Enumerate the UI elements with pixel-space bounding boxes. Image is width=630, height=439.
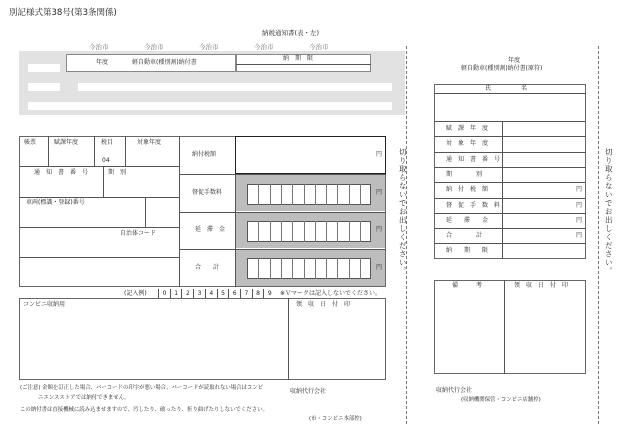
digit-separator [252, 289, 253, 298]
digit-separator [228, 289, 229, 298]
notice-no-label: 通 知 書 番 号 [34, 169, 89, 176]
stub-row-label: 賦 課 年 度 [446, 125, 489, 132]
digit-separator [315, 258, 316, 279]
vehicle-no-label: 車両(標識・登録)番号 [26, 199, 85, 206]
store-label: コンビニ収納用 [23, 301, 66, 308]
stub-row-label: 督 促 手 数 料 [446, 201, 501, 209]
stub-row-label: 納 付 税 額 [446, 186, 489, 194]
stub-agent-label: 収納代行会社 [436, 387, 473, 394]
digit-separator [304, 221, 305, 242]
bank-store-label: (市・コンビニ本部控) [309, 416, 362, 422]
penalty-fee-label: 督促手数料 [192, 189, 223, 196]
example-digit: 4 [209, 290, 214, 297]
late-fee-digits[interactable] [247, 221, 371, 242]
example-digit: 2 [185, 290, 190, 297]
municipality-stamp: 今治市 [144, 43, 164, 51]
side-text-left: 切り取らないでお出しください。 [398, 148, 408, 276]
example-digit: 3 [197, 290, 202, 297]
example-digit: 5 [221, 290, 225, 297]
stub-store-label: (収納機関保管・コンビニ店舗控) [461, 397, 541, 403]
digit-separator [315, 184, 316, 205]
account-label: 帳票 [24, 139, 37, 146]
yen-unit: 円 [376, 264, 383, 271]
municipality-stamp: 今治市 [89, 43, 109, 51]
digit-separator [360, 258, 361, 279]
digit-separator [360, 221, 361, 242]
tax-year-label: 賦課年度 [54, 139, 79, 146]
note-1: (ご注意) 金額を訂正した場合、バーコードの印字が悪い場合、バーコードが読取れない場合はコンビ [20, 385, 264, 391]
digit-separator [281, 184, 282, 205]
digit-separator [158, 289, 159, 298]
digit-separator [205, 289, 206, 298]
digit-separator [258, 184, 259, 205]
receipt-stamp-label: 領 収 日 付 印 [296, 301, 351, 308]
digit-separator [217, 289, 218, 298]
stub-row-label: 納 期 限 [446, 247, 489, 255]
deadline-label: 納 期 限 [283, 55, 314, 62]
yen-unit: 円 [376, 151, 383, 158]
note-2: ニエンスストアでは納付できません。 [38, 395, 130, 401]
digit-separator [349, 221, 350, 242]
store-section [19, 298, 386, 380]
digit-separator [170, 289, 171, 298]
digit-separator [315, 221, 316, 242]
stub-receipt-label: 領 収 日 付 印 [514, 282, 569, 289]
example-digit: 9 [267, 290, 272, 297]
example-digit: 8 [256, 290, 260, 297]
yen-unit: 円 [376, 226, 383, 233]
digit-separator [326, 258, 327, 279]
stub-name-label: 氏 名 [485, 85, 528, 92]
digit-separator [349, 184, 350, 205]
period-label: 期 別 [108, 169, 127, 176]
yen-unit: 円 [376, 189, 383, 196]
side-text-right: 切り取らないでお出しください。 [604, 148, 614, 276]
right-year-label: 年度 [508, 57, 521, 64]
form-title: 軽自動車(種別割)納付書 [132, 59, 197, 66]
digit-separator [292, 184, 293, 205]
digit-separator [258, 221, 259, 242]
year-label: 年度 [96, 59, 109, 66]
digit-separator [326, 221, 327, 242]
digit-separator [337, 221, 338, 242]
local-code-label: 自治体コード [120, 230, 157, 237]
digit-separator [292, 258, 293, 279]
form-number: 別記様式第38号(第3条関係) [9, 8, 117, 18]
amount-label: 納付税額 [192, 151, 217, 158]
penalty-fee-digits[interactable] [247, 184, 371, 205]
digit-separator [270, 221, 271, 242]
municipality-stamp: 今治市 [309, 43, 329, 51]
yen-unit: 円 [576, 201, 583, 209]
yen-unit: 円 [576, 186, 583, 194]
stub-row-label: 期 別 [446, 170, 483, 178]
stub-receipt-section [434, 280, 586, 374]
municipality-stamp: 今治市 [199, 43, 219, 51]
digit-separator [258, 258, 259, 279]
example-digit: 6 [232, 290, 237, 297]
yen-unit: 円 [576, 216, 583, 224]
example-label: (記入例) [124, 290, 147, 297]
digit-separator [270, 258, 271, 279]
digit-separator [292, 221, 293, 242]
digit-separator [337, 184, 338, 205]
tax-item-label: 税目 [101, 139, 114, 146]
stub-row-label: 合 計 [446, 232, 483, 240]
example-digit: 1 [174, 290, 179, 297]
example-note: ※Ｖマークは記入しないでください。 [280, 290, 382, 297]
total-digits[interactable] [247, 258, 371, 279]
digit-separator [349, 258, 350, 279]
yen-unit: 円 [576, 232, 583, 240]
tax-item-code: 04 [102, 157, 110, 164]
digit-separator [304, 184, 305, 205]
notice-title: 納税通知書(表・左) [262, 29, 320, 37]
digit-separator [281, 258, 282, 279]
cut-line-right [598, 46, 599, 424]
stub-row-label: 対 象 年 度 [446, 140, 489, 148]
note-3: この納付書は直接機械に読み込ませますので、汚したり、破ったり、折り曲げたりしないでください。 [20, 407, 268, 413]
digit-separator [263, 289, 264, 298]
target-year-label: 対象年度 [137, 139, 162, 146]
total-label: 合 計 [195, 264, 220, 271]
digit-separator [304, 258, 305, 279]
stub-row-label: 延 滞 金 [446, 216, 489, 224]
stub-row-label: 通 知 書 番 号 [446, 155, 501, 163]
digit-separator [270, 184, 271, 205]
digit-separator [326, 184, 327, 205]
digit-separator [337, 258, 338, 279]
digit-separator [181, 289, 182, 298]
amount-input[interactable] [235, 136, 386, 174]
example-digit: 7 [244, 290, 249, 297]
digit-separator [193, 289, 194, 298]
municipality-stamp: 今治市 [254, 43, 274, 51]
digit-separator [360, 184, 361, 205]
agent-label: 収納代行会社 [290, 388, 327, 395]
example-digit: 0 [162, 290, 167, 297]
remarks-label: 備 考 [452, 282, 483, 289]
digit-separator [281, 221, 282, 242]
late-fee-label: 延 滞 金 [195, 226, 226, 233]
digit-separator [240, 289, 241, 298]
right-form-title: 軽自動車(種別割)納付書(原符) [461, 65, 543, 72]
